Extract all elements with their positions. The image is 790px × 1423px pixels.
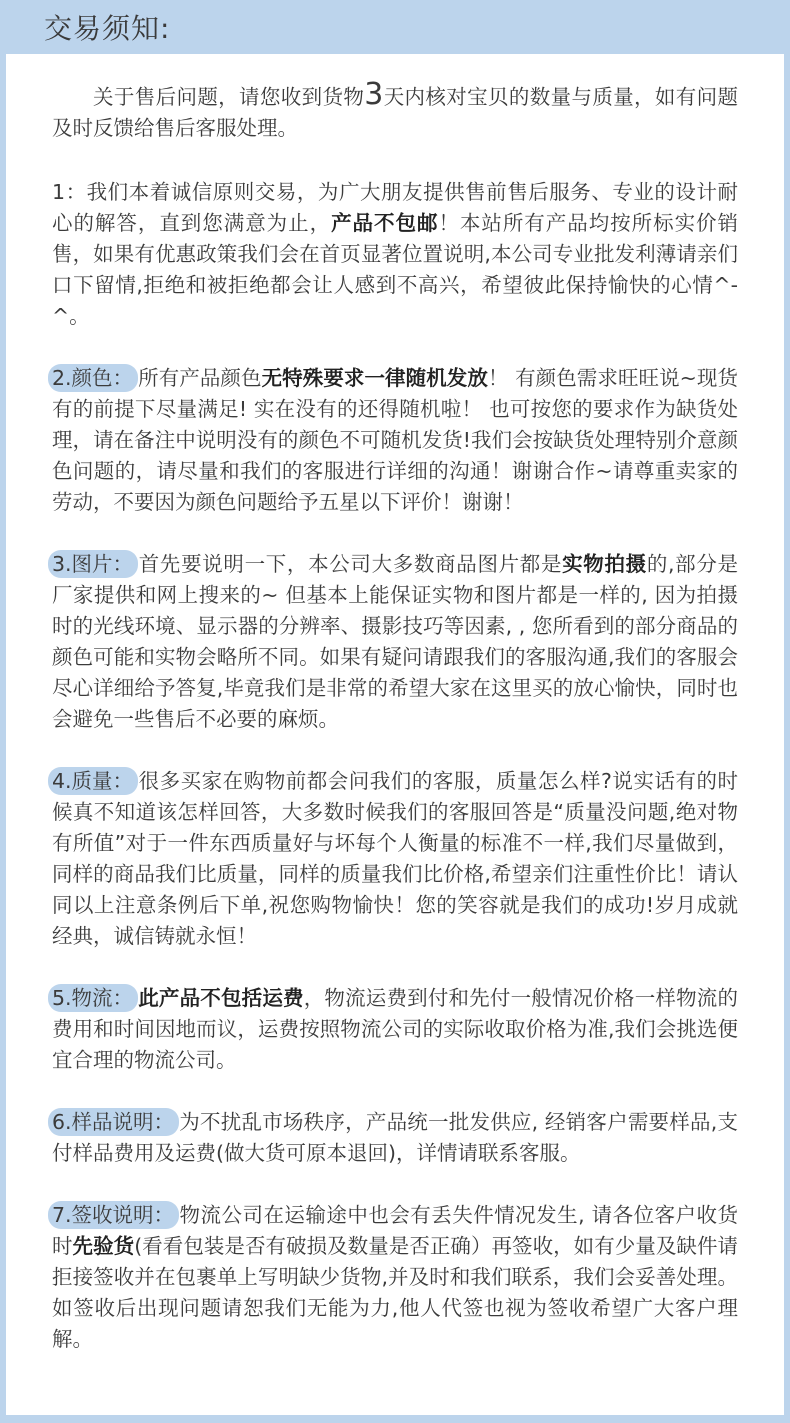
shipping-excluded-emphasis: 此产品不包括运费 [138, 986, 304, 1010]
no-free-shipping-emphasis: 产品不包邮 [331, 211, 439, 235]
quality-text: 很多买家在购物前都会问我们的客服，质量怎么样?说实话有的时候真不知道该怎样回答，大多数时候我们的客服回答是“质量没问题,绝对物有所值”对于一件东西质量好与坏每个人衡量的标准不一样,我们尽量做到，同样的商品我们比质量，同样的质量我们比价格,希望亲们注重性价比！请认同以上注意条例后下单,祝您购物愉快！您的笑容就是我们的成功!岁月成就经典，诚信铸就永恒！ [52, 769, 738, 948]
header-bar [0, 0, 790, 54]
section-color [52, 363, 738, 518]
random-color-emphasis: 无特殊要求一律随机发放 [261, 366, 488, 390]
section-quality [52, 766, 738, 952]
inspect-first-emphasis: 先验货 [72, 1234, 135, 1258]
section-principle [52, 177, 738, 332]
intro-text-1: 关于售后问题，请您收到货物 [93, 85, 365, 109]
intro-days-number: 3 [364, 77, 384, 112]
quality-tag: 4.质量： [48, 767, 138, 795]
color-text-1: 所有产品颜色 [138, 366, 262, 390]
logistics-tag: 5.物流： [48, 984, 138, 1012]
intro-text-2: 天内核对宝贝的数量与质量，如有问题及时反馈给售后客服处理。 [52, 85, 739, 140]
samples-text: 为不扰乱市场秩序，产品统一批发供应, 经销客户需要样品,支付样品费用及运费(做大货可原本退回)，详情请联系客服。 [52, 1110, 738, 1165]
receipt-text-2: (看看包装是否有破损及数量是否正确）再签收，如有少量及缺件请拒接签收并在包裹单上写明缺少货物,并及时和我们联系，我们会妥善处理。如签收后出现问题请恕我们无能为力,他人代签也视为签收希望广大客户理解。 [52, 1234, 739, 1351]
samples-tag: 6.样品说明： [48, 1108, 179, 1136]
color-text-2: ！ 有颜色需求旺旺说~现货有的前提下尽量满足! 实在没有的还得随机啦！ 也可按您的要求作为缺货处理，请在备注中说明没有的颜色不可随机发货!我们会按缺货处理特别介意颜色问题的，请尽量和我们的客服进行详细的沟通！谢谢合作~请尊重卖家的劳动，不要因为颜色问题给予五星以下评价！谢谢！ [52, 366, 739, 514]
logistics-text: ，物流运费到付和先付一般情况价格一样物流的费用和时间因地而议，运费按照物流公司的实际收取价格为准,我们会挑选便宜合理的物流公司。 [52, 986, 738, 1072]
principle-text-2: ！本站所有产品均按所标实价销售，如果有优惠政策我们会在首页显著位置说明,本公司专业批发利薄请亲们口下留情,拒绝和被拒绝都会让人感到不高兴，希望彼此保持愉快的心情^-^。 [52, 211, 739, 328]
images-text-2: 的,部分是厂家提供和网上搜来的~ 但基本上能保证实物和图片都是一样的, 因为拍摄时的光线环境、显示器的分辨率、摄影技巧等因素, , 您所看到的部分商品的颜色可能和实物会略所不同。如果有疑问请跟我们的客服沟通,我们的客服会尽心详细给予答复,毕竟我们是非常的希望大家在这里买的放心愉快，同时也会避免一些售后不必要的麻烦。 [52, 552, 739, 731]
real-photo-emphasis: 实物拍摄 [562, 552, 647, 576]
section-samples [52, 1107, 738, 1169]
principle-text-1: 1：我们本着诚信原则交易，为广大朋友提供售前售后服务、专业的设计耐心的解答，直到您满意为止， [52, 180, 738, 235]
notice-panel [6, 54, 784, 1415]
section-logistics [52, 983, 738, 1076]
section-receipt [52, 1200, 738, 1355]
intro-paragraph [52, 77, 739, 144]
receipt-text-1: 物流公司在运输途中也会有丢失件情况发生, 请各位客户收货时 [52, 1203, 738, 1258]
color-tag: 2.颜色： [48, 364, 138, 392]
receipt-tag: 7.签收说明： [48, 1201, 179, 1229]
images-tag: 3.图片： [48, 550, 138, 578]
section-images [52, 549, 738, 735]
images-text-1: 首先要说明一下，本公司大多数商品图片都是 [138, 552, 563, 576]
page-title: 交易须知: [44, 12, 171, 45]
